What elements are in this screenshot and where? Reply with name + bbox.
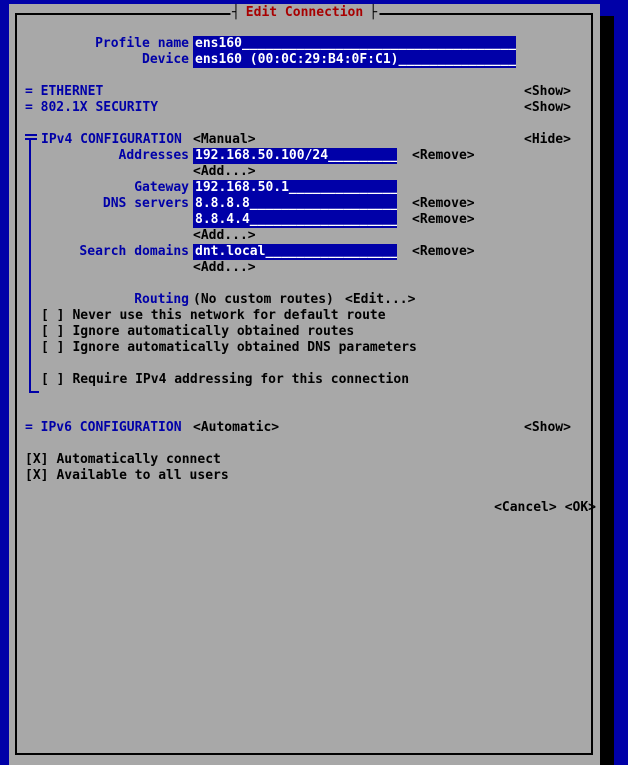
- checkbox-label: Ignore automatically obtained routes: [72, 324, 355, 339]
- security-show-button[interactable]: <Show>: [524, 100, 571, 115]
- checkbox-automatically-connect[interactable]: [25, 452, 221, 468]
- checkbox-label: Never use this network for default route: [72, 308, 386, 323]
- search-domains-label: Search domains: [79, 244, 189, 259]
- device-input[interactable]: ens160 (00:0C:29:B4:0F:C1) _____: [193, 52, 516, 68]
- checkbox-state: [X]: [25, 468, 49, 483]
- ipv4-checkbox-row: [9, 372, 600, 388]
- address-input[interactable]: 192.168.50.100/24 _____: [193, 148, 397, 164]
- ipv4-address-add-row: [9, 164, 600, 180]
- profile-name-label: Profile name: [95, 36, 189, 51]
- ipv4-dns-add-row: [9, 228, 600, 244]
- dns-remove-button-1[interactable]: <Remove>: [412, 196, 475, 211]
- ipv4-addresses-row: [9, 148, 600, 164]
- routing-edit-button[interactable]: <Edit...>: [345, 292, 416, 307]
- ipv6-mode-select[interactable]: <Automatic>: [193, 420, 280, 435]
- checkbox-state: [ ]: [41, 324, 65, 339]
- checkbox-label: Available to all users: [56, 468, 229, 483]
- ethernet-section-label: = ETHERNET: [25, 84, 104, 99]
- ok-button[interactable]: <OK>: [564, 500, 596, 515]
- dns-servers-label: DNS servers: [102, 196, 189, 211]
- checkbox-state: [ ]: [41, 340, 65, 355]
- checkbox-ignore-dns[interactable]: [41, 340, 417, 356]
- profile-name-row: [9, 36, 600, 52]
- ipv4-checkbox-row: [9, 324, 600, 340]
- ipv4-routing-row: [9, 292, 600, 308]
- ipv4-search-domains-row: [9, 244, 600, 260]
- search-domain-remove-button[interactable]: <Remove>: [412, 244, 475, 259]
- ipv4-gateway-row: [9, 180, 600, 196]
- dns-input-1[interactable]: 8.8.8.8 _____: [193, 196, 397, 212]
- ipv4-section-bracket: [29, 391, 39, 393]
- ipv4-section-label: IPv4 CONFIGURATION: [41, 132, 182, 147]
- ethernet-show-button[interactable]: <Show>: [524, 84, 571, 99]
- routing-label: Routing: [134, 292, 189, 307]
- addresses-label: Addresses: [118, 148, 189, 163]
- title-left-tick: ┤: [231, 5, 240, 20]
- checkbox-available-all-users[interactable]: [25, 468, 229, 484]
- security-section-row: [9, 100, 600, 116]
- checkbox-label: Require IPv4 addressing for this connection: [72, 372, 410, 387]
- ipv6-section-label: = IPv6 CONFIGURATION: [25, 420, 182, 435]
- ipv4-dns-row: [9, 196, 600, 212]
- profile-name-input[interactable]: ens160 _____: [193, 36, 516, 52]
- dialog-title-box: [230, 5, 379, 21]
- dialog-buttons: [486, 500, 596, 516]
- address-add-button[interactable]: <Add...>: [193, 164, 256, 179]
- search-domain-add-button[interactable]: <Add...>: [193, 260, 256, 275]
- checkbox-label: Automatically connect: [56, 452, 221, 467]
- dialog-title: Edit Connection: [245, 5, 364, 20]
- checkbox-state: [ ]: [41, 308, 65, 323]
- ipv4-hide-button[interactable]: <Hide>: [524, 132, 571, 147]
- ipv4-mode-select[interactable]: <Manual>: [193, 132, 256, 147]
- edit-connection-dialog: [9, 4, 600, 765]
- ipv4-checkbox-row: [9, 308, 600, 324]
- security-section-label: = 802.1X SECURITY: [25, 100, 159, 115]
- checkbox-never-default-route[interactable]: [41, 308, 386, 324]
- address-remove-button[interactable]: <Remove>: [412, 148, 475, 163]
- ethernet-section-row: [9, 84, 600, 100]
- ipv4-section-row: [9, 132, 600, 148]
- dns-input-2[interactable]: 8.8.4.4 _____: [193, 212, 397, 228]
- ipv4-checkbox-row: [9, 340, 600, 356]
- device-row: [9, 52, 600, 68]
- device-label: Device: [142, 52, 189, 67]
- gateway-label: Gateway: [134, 180, 189, 195]
- general-checkbox-row: [9, 468, 600, 484]
- checkbox-state: [ ]: [41, 372, 65, 387]
- cancel-button[interactable]: <Cancel>: [494, 500, 557, 515]
- checkbox-ignore-routes[interactable]: [41, 324, 354, 340]
- dns-remove-button-2[interactable]: <Remove>: [412, 212, 475, 227]
- general-checkbox-row: [9, 452, 600, 468]
- checkbox-require-ipv4[interactable]: [41, 372, 409, 388]
- dialog-shadow: [600, 16, 614, 765]
- checkbox-label: Ignore automatically obtained DNS parameters: [72, 340, 417, 355]
- ipv4-dns-row-2: [9, 212, 600, 228]
- checkbox-state: [X]: [25, 452, 49, 467]
- routing-value: (No custom routes): [193, 292, 334, 307]
- ipv6-show-button[interactable]: <Show>: [524, 420, 571, 435]
- dns-add-button[interactable]: <Add...>: [193, 228, 256, 243]
- title-right-tick: ├: [369, 5, 378, 20]
- ipv4-search-add-row: [9, 260, 600, 276]
- ipv6-section-row: [9, 420, 600, 436]
- search-domain-input[interactable]: dnt.local _____: [193, 244, 397, 260]
- gateway-input[interactable]: 192.168.50.1 _____: [193, 180, 397, 196]
